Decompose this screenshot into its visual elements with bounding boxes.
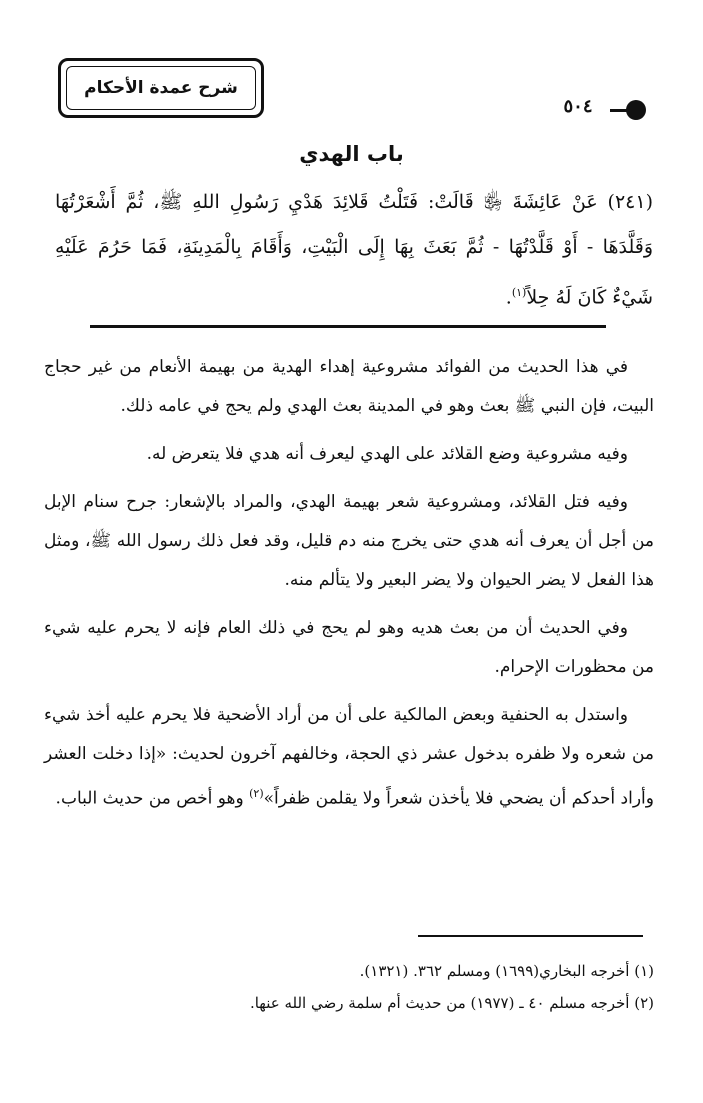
book-title: شرح عمدة الأحكام <box>66 66 256 110</box>
paragraph-1: في هذا الحديث من الفوائد مشروعية إهداء الهدية من بهيمة الأنعام من غير حجاج البيت، فإن النبي ﷺ بعث وهو في المدينة بعث الهدي ولم يحج في عامه ذلك. <box>44 357 654 416</box>
footnotes <box>44 955 654 1019</box>
paragraph-4: وفي الحديث أن من بعث هديه وهو لم يحج في ذلك العام فإنه لا يحرم عليه شيء من محظورات الإحرام. <box>44 618 654 677</box>
commentary <box>44 348 654 828</box>
page-number: ٥٠٤ <box>563 96 593 117</box>
paragraph-5-text: واستدل به الحنفية وبعض المالكية على أن من أراد الأضحية فلا يحرم عليه أخذ شيء من شعره ولا ظفره بدخول عشر ذي الحجة، وخالفهم آخرون لحديث: «إذا دخلت العشر وأراد أحدكم أن يضحي فلا يأخذن شعراً ولا يقلمن ظفراً» <box>44 705 654 809</box>
footnote-ref-2: (٢) <box>249 787 264 800</box>
hadith-end: . <box>505 286 512 309</box>
hadith-text-block <box>55 180 653 320</box>
paragraph-2: وفيه مشروعية وضع القلائد على الهدي ليعرف أنه هدي فلا يتعرض له. <box>146 444 628 464</box>
hadith-text: (٢٤١) عَنْ عَائِشَةَ ﵂ قَالَتْ: فَتَلْتُ قَلائِدَ هَدْيِ رَسُولِ اللهِ ﷺ، ثُمَّ أَشْعَرْتُهَا وَقَلَّدَهَا - أَوْ قَلَّدْتُهَا - ثُمَّ بَعَثَ بِهَا إِلَى الْبَيْتِ، وَأَقَامَ بِالْمَدِينَةِ، فَمَا حَرُمَ عَلَيْهِ شَيْءٌ كَانَ لَهُ حِلاً <box>55 191 653 309</box>
hadith-separator <box>90 325 606 328</box>
footnote-1: (١) أخرجه البخاري(١٦٩٩) ومسلم ٣٦٢. (١٣٢١). <box>359 962 654 980</box>
footnote-2: (٢) أخرجه مسلم ٤٠ ـ (١٩٧٧) من حديث أم سلمة رضي الله عنها. <box>249 994 654 1012</box>
footnote-separator <box>418 935 643 937</box>
book-title-frame <box>58 58 264 118</box>
paragraph-3: وفيه فتل القلائد، ومشروعية شعر بهيمة الهدي، والمراد بالإشعار: جرح سنام الإبل من أجل أن يعرف أنه هدي حتى يخرج منه دم قليل، وقد فعل ذلك رسول الله ﷺ، ومثل هذا الفعل لا يضر الحيوان ولا يضر البعير ولا يتألم منه. <box>44 492 654 590</box>
chapter-title: باب الهدي <box>299 142 404 166</box>
footnote-ref-1: (١) <box>511 286 527 299</box>
page-number-bullet <box>626 100 646 120</box>
paragraph-5 <box>44 696 654 819</box>
paragraph-5-end: وهو أخص من حديث الباب. <box>55 788 250 809</box>
